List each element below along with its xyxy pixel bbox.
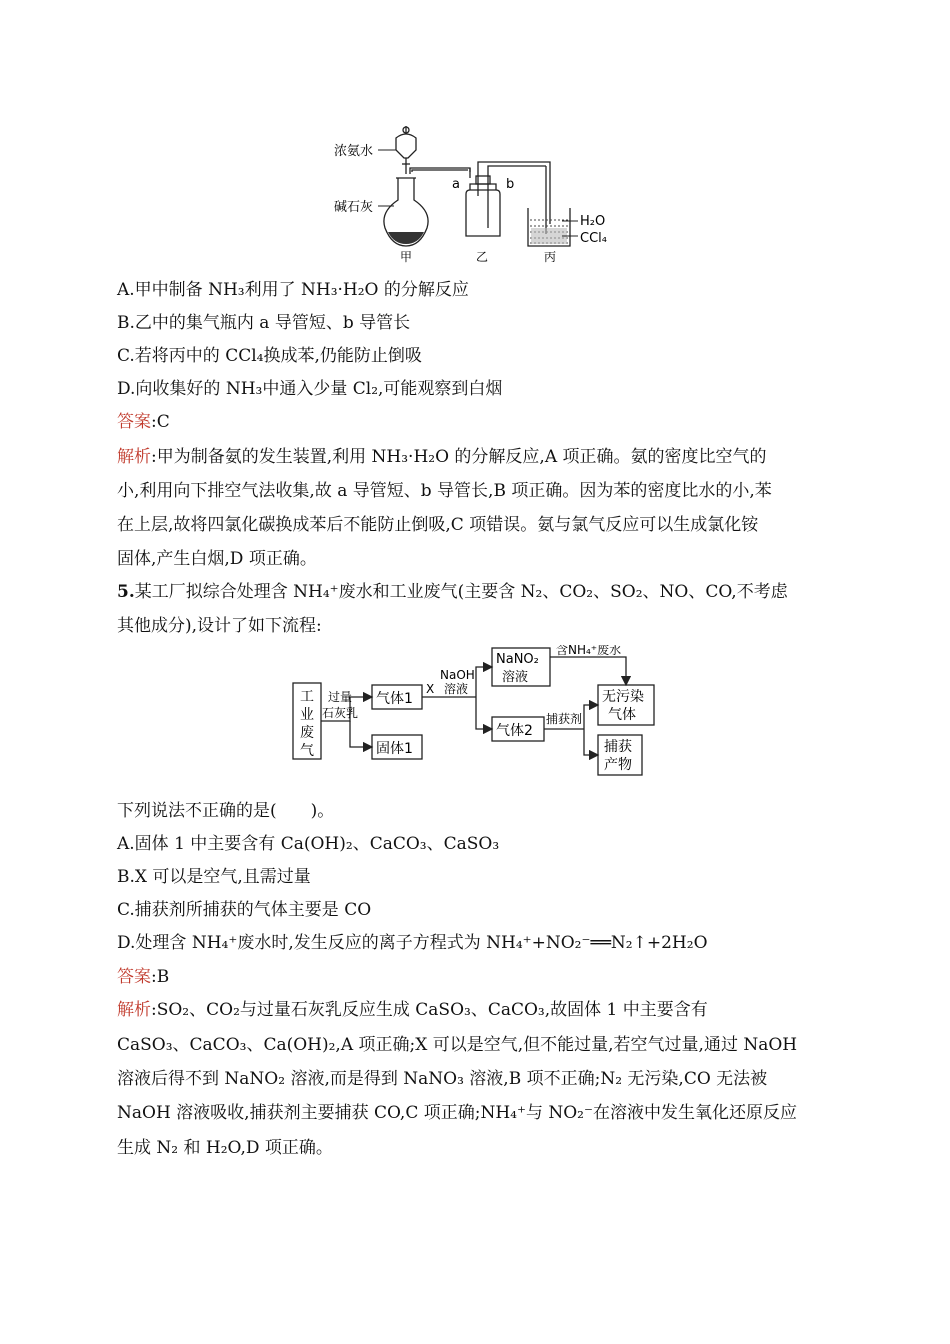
label-x: X [426, 682, 435, 696]
label-lime-milk: 石灰乳 [322, 706, 359, 720]
q4-answer [117, 411, 170, 433]
nano2-label-2: 溶液 [502, 670, 529, 685]
label-capture-agent: 捕获剂 [546, 712, 583, 726]
q5-option-d: D.处理含 NH₄⁺废水时,发生反应的离子方程式为 NH₄⁺+NO₂⁻══N₂↑+2H₂O [117, 933, 708, 953]
analysis-label: 解析 [117, 1000, 151, 1020]
q4-option-c: C.若将丙中的 CCl₄换成苯,仍能防止倒吸 [117, 346, 422, 366]
apparatus-diagram [330, 124, 620, 269]
label-jia: 甲 [400, 250, 413, 264]
q5-analysis-line-5: 生成 N₂ 和 H₂O,D 项正确。 [117, 1138, 333, 1158]
analysis-text: :SO₂、CO₂与过量石灰乳反应生成 CaSO₃、CaCO₃,故固体 1 中主要含有 [151, 1000, 708, 1020]
q5-option-c: C.捕获剂所捕获的气体主要是 CO [117, 900, 372, 920]
q4-option-a: A.甲中制备 NH₃利用了 NH₃·H₂O 的分解反应 [117, 280, 469, 300]
q4-analysis-line-3: 在上层,故将四氯化碳换成苯后不能防止倒吸,C 项错误。氨与氯气反应可以生成氯化铵 [117, 515, 759, 535]
answer-label: 答案 [117, 412, 151, 432]
analysis-label: 解析 [117, 447, 151, 467]
label-b: b [506, 177, 515, 192]
q5-option-a: A.固体 1 中主要含有 Ca(OH)₂、CaCO₃、CaSO₃ [117, 834, 500, 854]
q4-analysis-line-4: 固体,产生白烟,D 项正确。 [117, 549, 317, 569]
gas2-label: 气体2 [496, 723, 533, 739]
clean-gas-label-1: 无污染 [602, 689, 644, 705]
product-label-2: 产物 [604, 757, 632, 773]
q5-analysis-line-2: CaSO₃、CaCO₃、Ca(OH)₂,A 项正确;X 可以是空气,但不能过量,若空气过量,通过 NaOH [117, 1035, 798, 1055]
q4-option-b: B.乙中的集气瓶内 a 导管短、b 导管长 [117, 313, 411, 333]
answer-label: 答案 [117, 967, 151, 987]
q5-stem-line-1 [117, 581, 788, 603]
waste-gas-char-4: 气 [300, 743, 314, 759]
q5-analysis-line-4: NaOH 溶液吸收,捕获剂主要捕获 CO,C 项正确;NH₄⁺与 NO₂⁻在溶液中发生氧化还原反应 [117, 1103, 797, 1123]
label-a: a [452, 177, 460, 192]
process-flow-figure [290, 645, 670, 784]
q4-analysis-line-2: 小,利用向下排空气法收集,故 a 导管短、b 导管长,B 项正确。因为苯的密度比水的小,苯 [117, 481, 772, 501]
answer-value: :C [151, 412, 170, 432]
label-ammonia: 浓氨水 [334, 144, 374, 159]
q5-stem-line-2: 其他成分),设计了如下流程: [117, 616, 322, 636]
label-nh4-waste: 含NH₄⁺废水 [556, 645, 622, 657]
product-label-1: 捕获 [604, 739, 632, 755]
question-number: 5. [117, 582, 135, 602]
clean-gas-label-2: 气体 [608, 707, 636, 723]
label-naoh-2: 溶液 [444, 682, 469, 696]
apparatus-figure [330, 124, 620, 273]
waste-gas-char-1: 工 [300, 689, 314, 705]
solid1-label: 固体1 [376, 741, 413, 757]
waste-gas-char-3: 废 [300, 725, 314, 741]
waste-gas-char-2: 业 [300, 707, 314, 723]
label-ccl4: CCl₄ [580, 231, 607, 246]
label-excess: 过量 [328, 690, 353, 704]
label-naoh-1: NaOH [440, 668, 475, 682]
q5-option-b: B.X 可以是空气,且需过量 [117, 867, 311, 887]
answer-value: :B [151, 967, 170, 987]
label-soda-lime: 碱石灰 [334, 200, 374, 215]
q5-answer [117, 966, 169, 988]
stem-text: 某工厂拟综合处理含 NH₄⁺废水和工业废气(主要含 N₂、CO₂、SO₂、NO、CO,不考虑 [134, 582, 788, 602]
label-bing: 丙 [544, 250, 557, 264]
gas1-label: 气体1 [376, 691, 413, 707]
q4-option-d: D.向收集好的 NH₃中通入少量 Cl₂,可能观察到白烟 [117, 379, 503, 399]
nano2-label-1: NaNO₂ [496, 652, 539, 667]
label-h2o: H₂O [580, 214, 606, 229]
label-yi: 乙 [476, 250, 489, 264]
process-flow-diagram [290, 645, 670, 780]
q5-analysis-line-3: 溶液后得不到 NaNO₂ 溶液,而是得到 NaNO₃ 溶液,B 项不正确;N₂ 无污染,CO 无法被 [117, 1069, 768, 1089]
q4-analysis-line-1 [117, 446, 767, 468]
q5-question: 下列说法不正确的是( )。 [117, 801, 335, 821]
q5-analysis-line-1 [117, 999, 708, 1021]
analysis-text: :甲为制备氨的发生装置,利用 NH₃·H₂O 的分解反应,A 项正确。氨的密度比空气的 [151, 447, 767, 467]
